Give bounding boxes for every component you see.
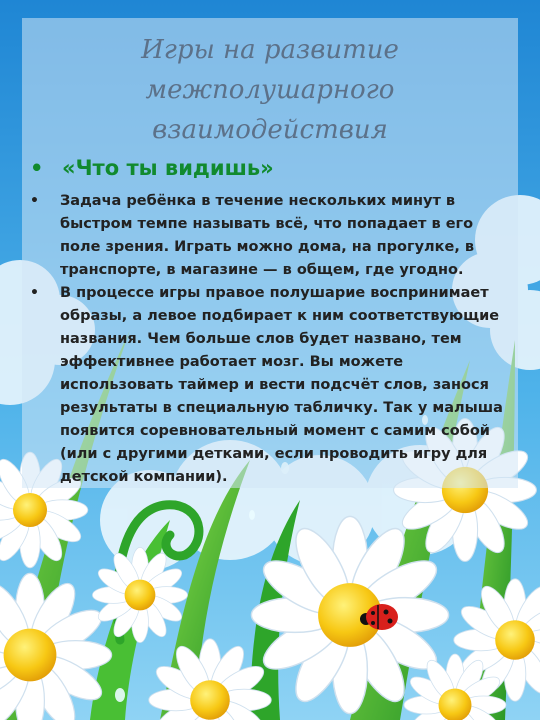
subtitle-text: «Что ты видишь» <box>62 156 274 180</box>
bullet-icon: • <box>30 193 39 209</box>
title-line-3: взаимодействия <box>152 115 388 145</box>
title-line-2: межполушарного <box>145 75 395 105</box>
paragraph-text: Задача ребёнка в течение нескольких минут в быстром темпе называть всё, что попадает в его поле зрения. Играть можно дома, на прогулке, в транспорте, в магазине — в общем, где угодно. <box>60 193 475 278</box>
title-line-1: Игры на развитие <box>141 35 399 65</box>
paragraph-task <box>30 190 512 282</box>
paragraph-text: В процессе игры правое полушарие воспринимает образы, а левое подбирает к ним соответствующие названия. Чем больше слов будет названо, тем эффективнее работает мозг. Вы можете использовать таймер и вести подсчёт слов, занося результаты в специальную табличку. Так у малыша появится соревновательный момент с самим собой (или с другими детками, если проводить игру для детской компании). <box>60 285 503 485</box>
paragraph-process <box>30 282 512 489</box>
bullet-icon: • <box>30 156 44 180</box>
game-subtitle <box>30 156 512 180</box>
slide-title <box>0 30 540 150</box>
bullet-icon: • <box>30 285 39 301</box>
